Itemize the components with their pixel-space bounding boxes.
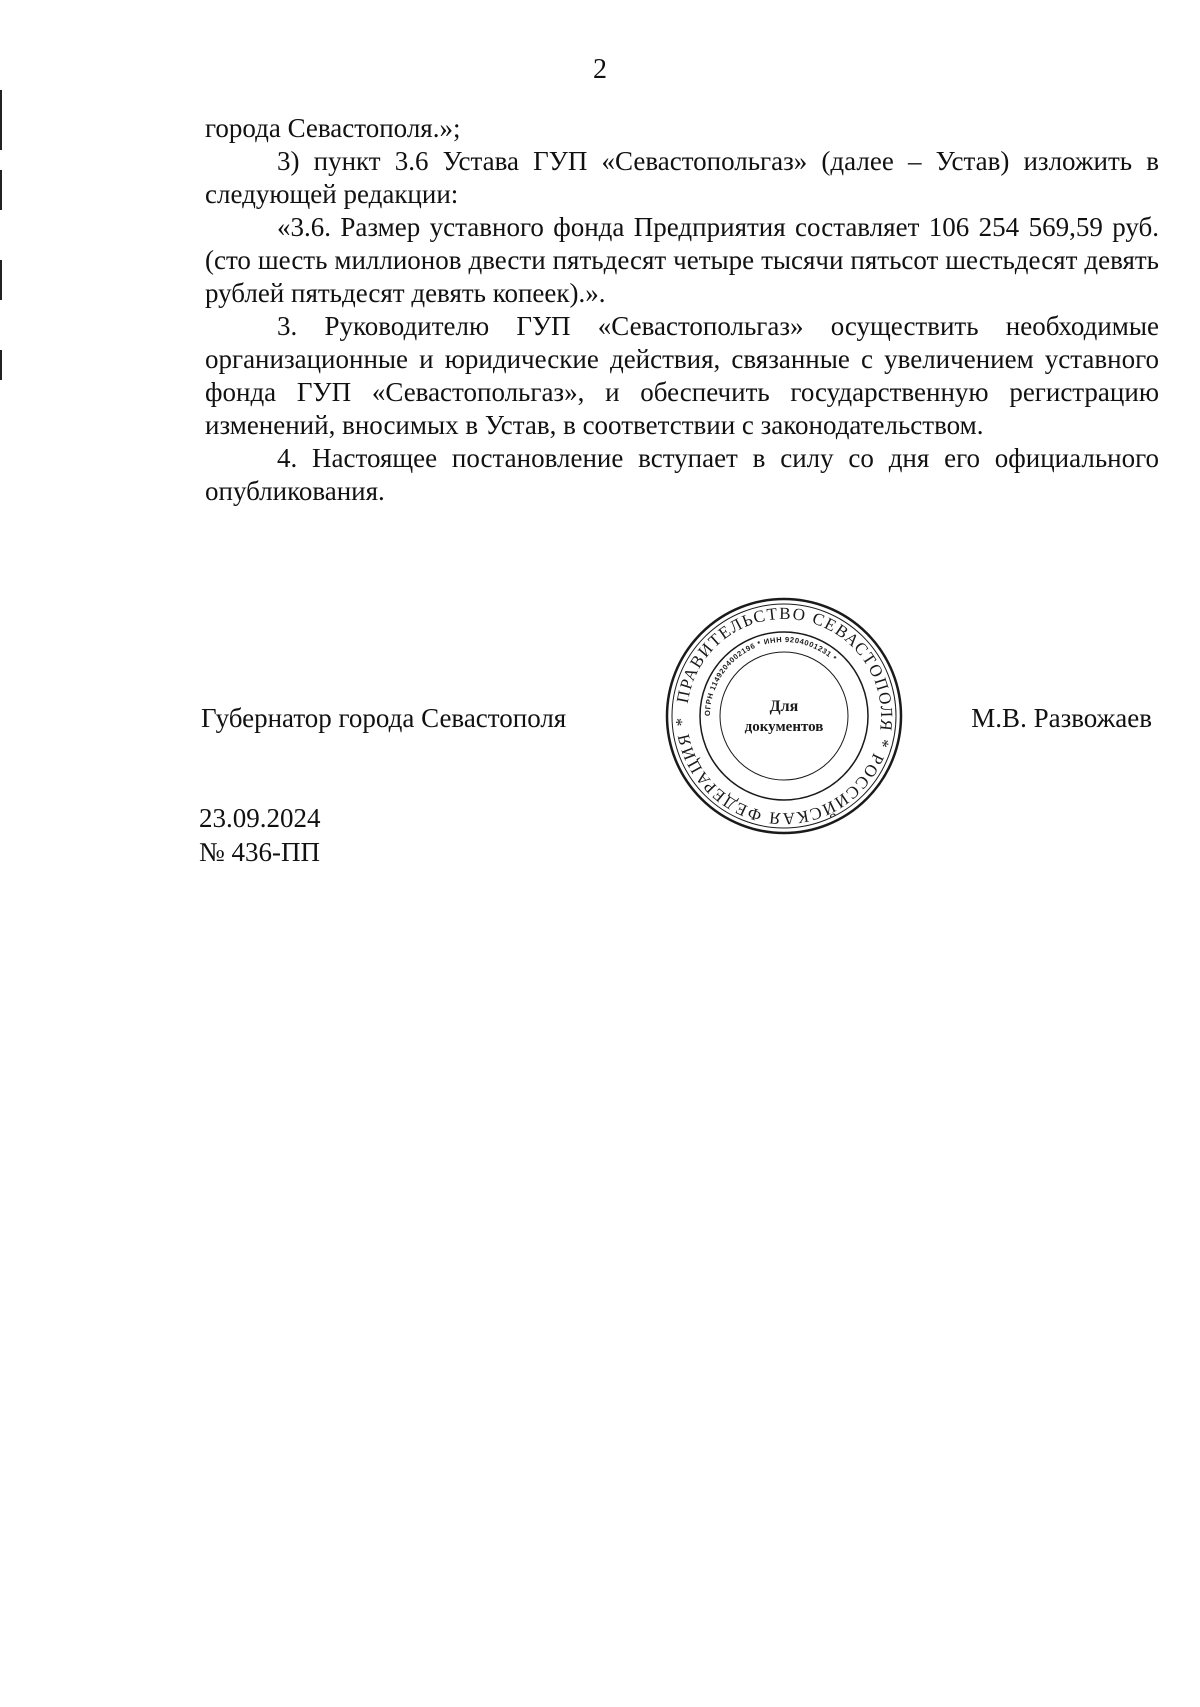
- document-body: [205, 112, 1159, 508]
- seal-center-line-1: Для: [769, 698, 799, 715]
- paragraph-point-4: 4. Настоящее постановление вступает в силу со дня его официального опубликования.: [205, 443, 1159, 506]
- paragraph-continuation: города Севастополя.»;: [205, 113, 461, 143]
- paragraph-charter-amount: «3.6. Размер уставного фонда Предприятия составляет 106 254 569,59 руб. (сто шесть миллионов двести пятьдесят четыре тысячи пятьсот шестьдесят девять рублей пятьдесят девять копеек).».: [205, 212, 1159, 308]
- signatory-name: М.В. Развожаев: [971, 703, 1152, 733]
- official-seal: [664, 596, 904, 836]
- signatory-title: Губернатор города Севастополя: [201, 703, 567, 733]
- page-number: 2: [593, 54, 607, 85]
- paragraph-item-3: 3) пункт 3.6 Устава ГУП «Севастопольгаз» (далее – Устав) изложить в следующей редакции:: [205, 146, 1159, 209]
- document-date: 23.09.2024: [199, 803, 321, 833]
- seal-outer-text: ПРАВИТЕЛЬСТВО СЕВАСТОПОЛЯ * РОССИЙСКАЯ ФЕДЕРАЦИЯ *: [671, 603, 897, 829]
- seal-inner-text: ОГРН 1149204002196 * ИНН 9204001231 *: [702, 634, 839, 717]
- scan-edge-marks: [0, 90, 4, 390]
- paragraph-point-3: 3. Руководителю ГУП «Севастопольгаз» осуществить необходимые организационные и юридические действия, связанные с увеличением уставного фонда ГУП «Севастопольгаз», и обеспечить государственную регистрацию изменений, вносимых в Устав, в соответствии с законодательством.: [205, 311, 1159, 440]
- document-number: № 436-ПП: [199, 837, 320, 867]
- seal-center-line-2: документов: [744, 719, 824, 735]
